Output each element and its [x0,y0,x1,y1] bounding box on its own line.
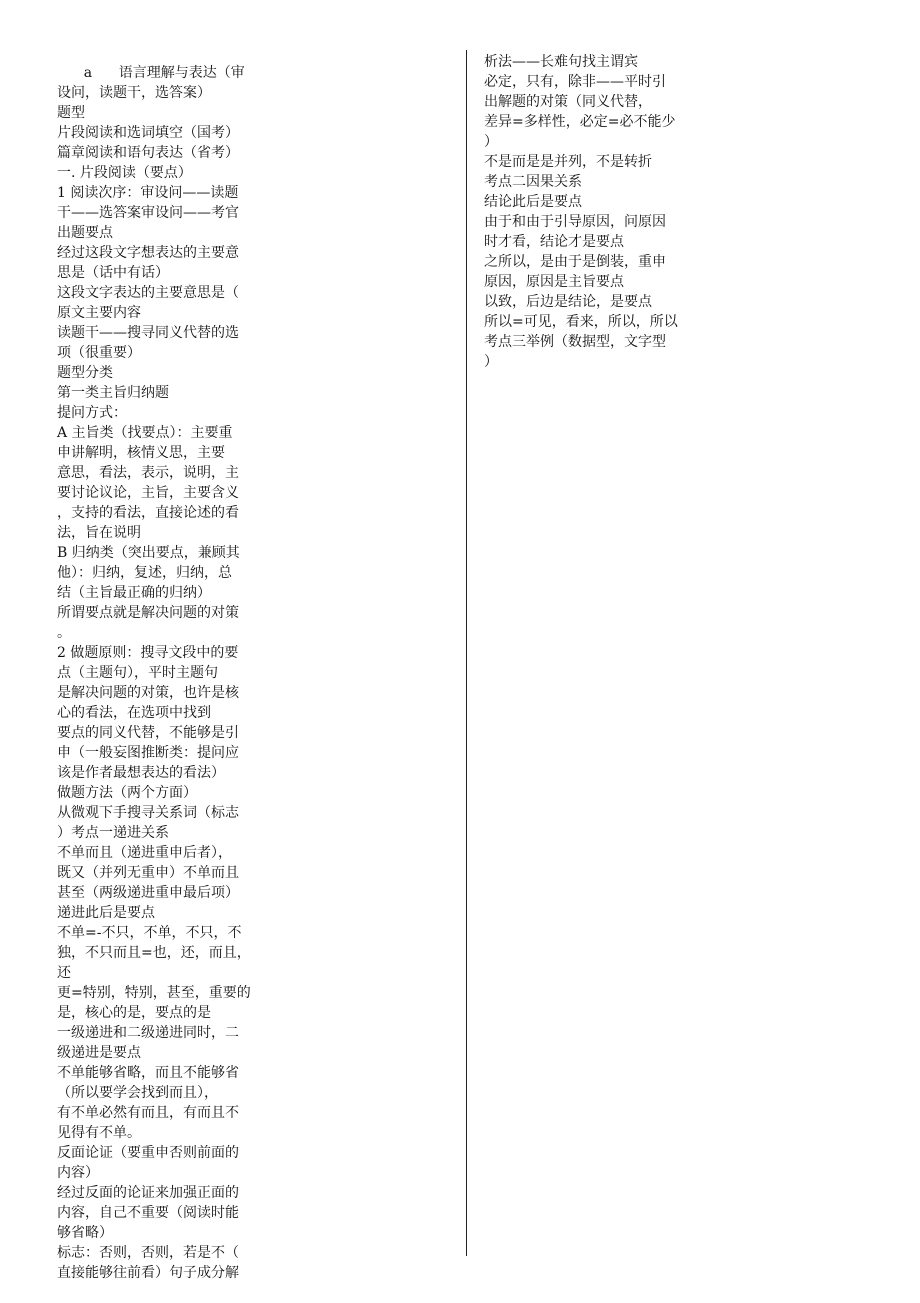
text-line: 经过这段文字想表达的主要意 [57,245,239,261]
text-line: 更=特别，特别，甚至，重要的 [57,985,251,1001]
text-line: 差异=多样性，必定=必不能少 [484,114,676,130]
text-line: 出题要点 [57,225,113,241]
text-line: A 主旨类（找要点）：主要重 [57,425,233,441]
text-line: 反面论证（要重申否则前面的 [57,1145,239,1161]
text-line: 考点三举例（数据型，文字型 [484,334,666,350]
text-line: 题型分类 [57,365,113,381]
text-line: 必定，只有，除非——平时引 [484,74,666,90]
text-line: 直接能够往前看）句子成分解 [57,1265,239,1281]
text-line: 时才看，结论才是要点 [484,234,624,250]
right-text-column [484,52,704,372]
text-line: 结（主旨最正确的归纳） [57,585,211,601]
column-divider [466,50,467,1256]
text-line: 他）：归纳，复述，归纳，总 [57,565,232,581]
text-line: 由于和由于引导原因，问原因 [484,214,666,230]
text-line: 独，不只而且=也，还，而且， [57,945,251,961]
text-line: 要点的同义代替，不能够是引 [57,725,239,741]
text-line: 读题干——搜寻同义代替的选 [57,325,239,341]
text-line: 内容） [57,1165,99,1181]
text-line: B 归纳类（突出要点，兼顾其 [57,545,240,561]
text-line: 级递进是要点 [57,1045,141,1061]
text-line: 干——选答案审设问——考官 [57,205,239,221]
text-line: 之所以，是由于是倒装，重申 [484,254,666,270]
text-line: 标志：否则，否则，若是不（ [57,1245,239,1261]
text-line: 是，核心的是，要点的是 [57,1005,211,1021]
text-line: ） [484,354,498,370]
text-line: 经过反面的论证来加强正面的 [57,1185,239,1201]
text-line: 所谓要点就是解决问题的对策 [57,605,239,621]
text-line: 不单能够省略，而且不能够省 [57,1065,239,1081]
text-line: 出解题的对策（同义代替， [484,94,652,110]
text-line: 片段阅读和选词填空（国考） [57,125,239,141]
text-line: 不单而且（递进重申后者）， [57,845,232,861]
text-line: 法，旨在说明 [57,525,141,541]
text-line: 还 [57,965,71,981]
text-line: 点（主题句），平时主题句 [57,665,218,681]
text-line: 考点二因果关系 [484,174,582,190]
text-line: 提问方式： [57,405,127,421]
text-line: 不单=-不只，不单，不只，不 [57,925,242,941]
text-line: 递进此后是要点 [57,905,155,921]
text-line: 题型 [57,105,85,121]
text-line: 意思，看法，表示，说明，主 [57,465,239,481]
text-line: 析法——长难句找主谓宾 [484,54,638,70]
left-text-column [57,63,272,1283]
text-line: （所以要学会找到而且）， [57,1085,218,1101]
text-line: 篇章阅读和语句表达（省考） [57,145,239,161]
text-line: 甚至（两级递进重申最后项） [57,885,239,901]
text-line: 以致，后边是结论，是要点 [484,294,652,310]
text-line: 原文主要内容 [57,305,141,321]
text-line: 原因，原因是主旨要点 [484,274,624,290]
text-line: ） [484,134,498,150]
text-line: 项（很重要） [57,345,141,361]
text-line: 结论此后是要点 [484,194,582,210]
text-line: 第一类主旨归纳题 [57,385,169,401]
text-line: 2 做题原则：搜寻文段中的要 [57,645,239,661]
text-line: 是解决问题的对策，也许是核 [57,685,239,701]
text-line: 一. 片段阅读（要点） [57,165,192,181]
text-line: 心的看法，在选项中找到 [57,705,211,721]
text-line: 要讨论议论，主旨，主要含义 [57,485,239,501]
text-line: 见得有不单。 [57,1125,141,1141]
text-line: 1 阅读次序：审设问——读题 [57,185,239,201]
text-line: 申（一般妄图推断类：提问应 [57,745,239,761]
text-line: 有不单必然有而且，有而且不 [57,1105,239,1121]
text-line: 不是而是是并列，不是转折 [484,154,652,170]
text-line: 从微观下手搜寻关系词（标志 [57,805,239,821]
text-line: 内容，自己不重要（阅读时能 [57,1205,239,1221]
text-line: 申讲解明，核情义思，主要 [57,445,225,461]
text-line: ）考点一递进关系 [57,825,169,841]
text-line: a 语言理解与表达（审 [57,65,245,81]
text-line: 所以=可见，看来，所以，所以 [484,314,678,330]
text-line: 够省略） [57,1225,113,1241]
text-line: 一级递进和二级递进同时，二 [57,1025,239,1041]
text-line: 这段文字表达的主要意思是（ [57,285,239,301]
text-line: 做题方法（两个方面） [57,785,197,801]
text-line: 设问，读题干，选答案） [57,85,211,101]
text-line: 既又（并列无重申）不单而且 [57,865,239,881]
text-line: ，支持的看法，直接论述的看 [57,505,239,521]
text-line: 思是（话中有话） [57,265,169,281]
text-line: 。 [57,625,71,641]
text-line: 该是作者最想表达的看法） [57,765,225,781]
